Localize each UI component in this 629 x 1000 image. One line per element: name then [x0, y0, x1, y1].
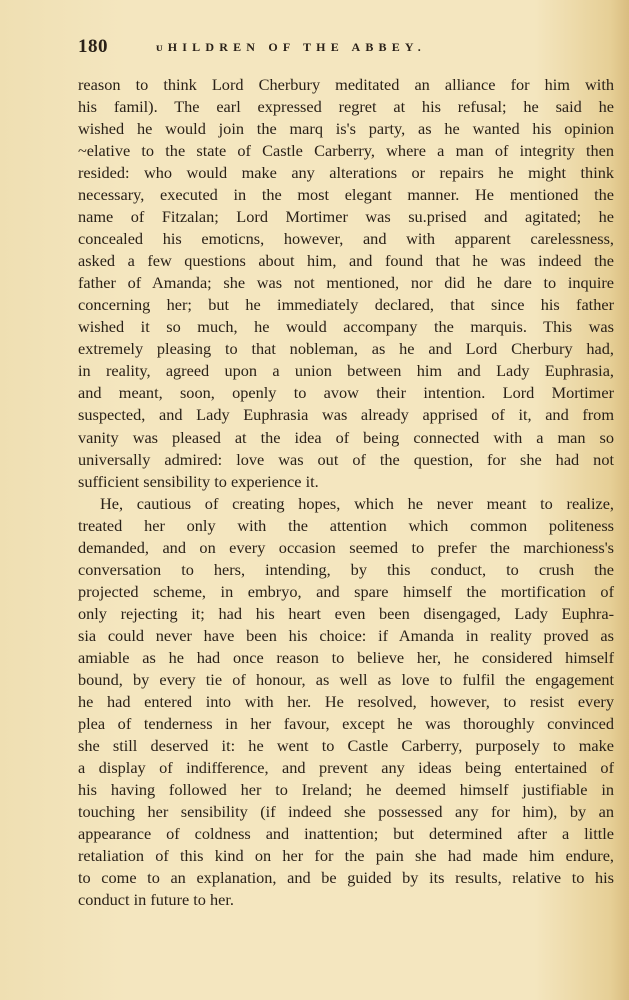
- text-line: concerning her; but he immediately declared, that since his father: [78, 295, 614, 315]
- text-line: to come to an explanation, and be guided by its results, relative to his: [78, 868, 614, 888]
- text-line: he had entered into with her. He resolved, however, to resist every: [78, 691, 614, 711]
- text-line: sia could never have been his choice: if Amanda in reality proved as: [78, 625, 614, 645]
- text-line: universally admired: love was out of the question, for she had not: [78, 449, 614, 469]
- text-line: amiable as he had once reason to believe her, he considered himself: [78, 647, 614, 667]
- text-line: plea of tenderness in her favour, except he was thoroughly convinced: [78, 713, 614, 733]
- text-line: name of Fitzalan; Lord Mortimer was su.prised and agitated; he: [78, 207, 614, 227]
- text-line: wished it so much, he would accompany the marquis. This was: [78, 317, 614, 337]
- text-line: his having followed her to Ireland; he deemed himself justifiable in: [78, 780, 614, 799]
- body-text: [78, 74, 614, 911]
- text-line: conversation to hers, intending, by this conduct, to crush the: [78, 559, 614, 579]
- page-number: 180: [78, 36, 108, 57]
- text-line: ~elative to the state of Castle Carberry, where a man of integrity then: [78, 141, 614, 161]
- text-line: appearance of coldness and inattention; but determined after a little: [78, 824, 614, 844]
- text-line: she still deserved it: he went to Castle Carberry, purposely to make: [78, 735, 614, 755]
- text-line: suspected, and Lady Euphrasia was already apprised of it, and from: [78, 405, 614, 425]
- text-line: projected scheme, in embryo, and spare himself the mortification of: [78, 581, 614, 601]
- text-line: concealed his emoticns, however, and with apparent carelessness,: [78, 229, 614, 249]
- text-line: treated her only with the attention which common politeness: [78, 515, 614, 535]
- text-line: and meant, soon, openly to avow their intention. Lord Mortimer: [78, 383, 614, 403]
- text-line: asked a few questions about him, and found that he was indeed the: [78, 251, 614, 271]
- text-line: retaliation of this kind on her for the pain she had made him endure,: [78, 846, 614, 866]
- text-line: extremely pleasing to that nobleman, as he and Lord Cherbury had,: [78, 339, 614, 359]
- page-header: [78, 36, 613, 60]
- running-head: ᴜHILDREN OF THE ABBEY.: [156, 40, 426, 54]
- text-line: a display of indifference, and prevent any ideas being entertained of: [78, 757, 614, 777]
- text-line: He, cautious of creating hopes, which he never meant to realize,: [100, 493, 614, 513]
- text-line: demanded, and on every occasion seemed to prefer the marchioness's: [78, 537, 614, 557]
- text-line: touching her sensibility (if indeed she possessed any for him), by an: [78, 802, 614, 822]
- text-line: wished he would join the marq is's party, as he wanted his opinion: [78, 119, 614, 139]
- text-line: only rejecting it; had his heart even been disengaged, Lady Euphra-: [78, 603, 614, 623]
- text-line: reason to think Lord Cherbury meditated an alliance for him with: [78, 75, 614, 94]
- text-line: vanity was pleased at the idea of being connected with a man so: [78, 427, 614, 447]
- text-line: necessary, executed in the most elegant manner. He mentioned the: [78, 185, 614, 205]
- text-line: his famil). The earl expressed regret at his refusal; he said he: [78, 97, 614, 117]
- text-line: bound, by every tie of honour, as well as love to fulfil the engagement: [78, 669, 614, 689]
- text-line: conduct in future to her.: [78, 890, 234, 910]
- text-line: father of Amanda; she was not mentioned, nor did he dare to inquire: [78, 273, 614, 293]
- text-line: resided: who would make any alterations or repairs he might think: [78, 163, 614, 183]
- text-line: in reality, agreed upon a union between him and Lady Euphrasia,: [78, 361, 614, 381]
- text-line: sufficient sensibility to experience it.: [78, 471, 319, 491]
